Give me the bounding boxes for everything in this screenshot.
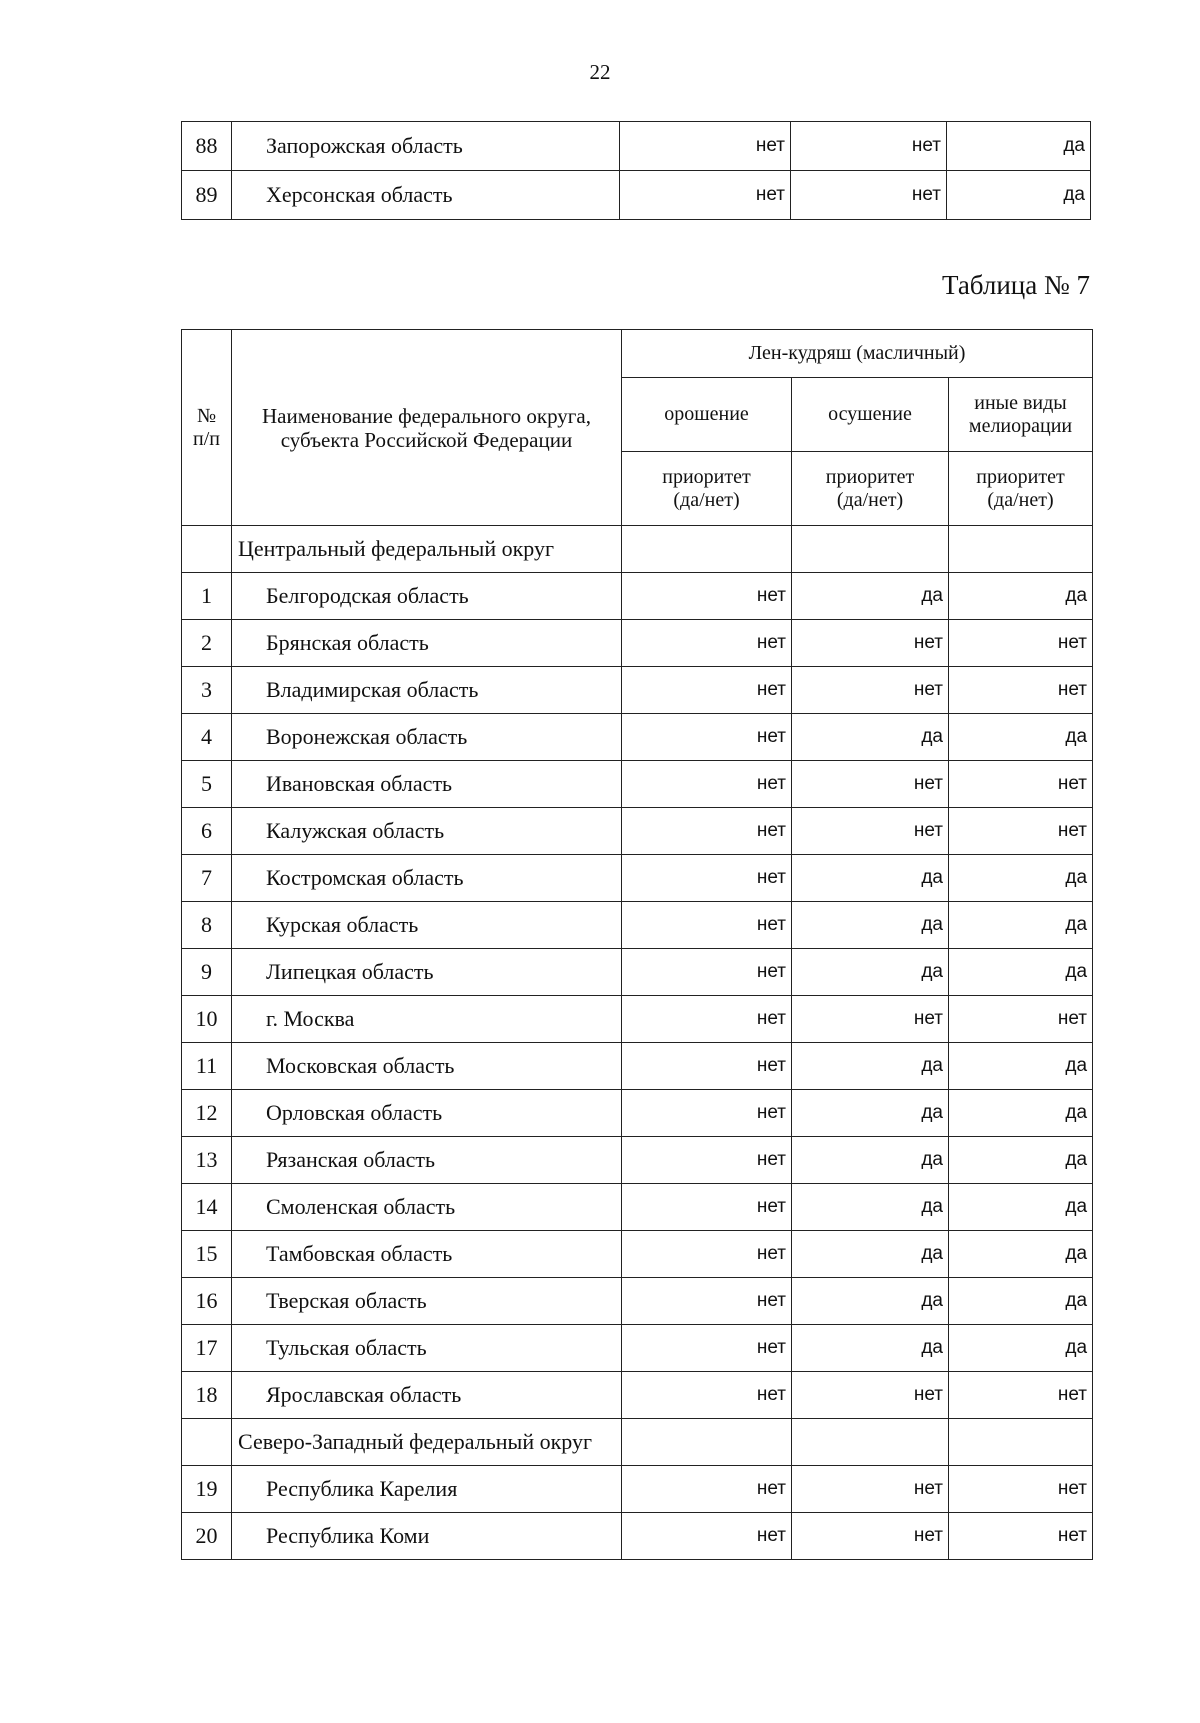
num-cell: 16 (182, 1278, 232, 1325)
region-name-cell: Калужская область (232, 808, 622, 855)
district-name-cell: Центральный федеральный округ (232, 526, 622, 573)
value-cell (949, 1419, 1093, 1466)
num-cell: 10 (182, 996, 232, 1043)
table-row (182, 1278, 1093, 1325)
irrigation-value: нет (622, 1231, 792, 1278)
num-cell: 18 (182, 1372, 232, 1419)
header-num: № п/п (182, 330, 232, 526)
header-col-irrigation: орошение (622, 378, 792, 452)
table-row (182, 855, 1093, 902)
num-cell: 89 (182, 171, 232, 220)
irrigation-value: нет (622, 1513, 792, 1560)
num-cell: 12 (182, 1090, 232, 1137)
irrigation-value: нет (622, 620, 792, 667)
table-row (182, 1090, 1093, 1137)
region-name-cell: Ивановская область (232, 761, 622, 808)
table-row (182, 1513, 1093, 1560)
drainage-value: нет (792, 808, 949, 855)
num-cell: 88 (182, 122, 232, 171)
region-name-cell: Брянская область (232, 620, 622, 667)
drainage-value: да (792, 714, 949, 761)
num-cell: 14 (182, 1184, 232, 1231)
table-row (182, 1372, 1093, 1419)
drainage-value: нет (792, 1466, 949, 1513)
region-name-cell: г. Москва (232, 996, 622, 1043)
irrigation-value: нет (622, 808, 792, 855)
value-cell (622, 526, 792, 573)
num-cell: 3 (182, 667, 232, 714)
header-name: Наименование федерального округа, субъекта Российской Федерации (232, 330, 622, 526)
other-melioration-value: да (949, 1090, 1093, 1137)
table-row (182, 1043, 1093, 1090)
other-melioration-value: да (949, 855, 1093, 902)
table-row (182, 761, 1093, 808)
region-name-cell: Липецкая область (232, 949, 622, 996)
irrigation-value: нет (622, 573, 792, 620)
region-name-cell: Запорожская область (232, 122, 620, 171)
value-cell (792, 526, 949, 573)
other-melioration-value: да (949, 1043, 1093, 1090)
drainage-value: да (792, 902, 949, 949)
other-melioration-value: да (949, 949, 1093, 996)
irrigation-value: нет (622, 667, 792, 714)
irrigation-value: нет (620, 122, 791, 171)
num-cell: 20 (182, 1513, 232, 1560)
table-row (182, 808, 1093, 855)
drainage-value: да (792, 1278, 949, 1325)
drainage-value: да (792, 949, 949, 996)
num-cell: 7 (182, 855, 232, 902)
other-melioration-value: да (949, 1184, 1093, 1231)
other-melioration-value: да (949, 902, 1093, 949)
table-row (182, 171, 1091, 220)
district-name-cell: Северо-Западный федеральный округ (232, 1419, 622, 1466)
region-name-cell: Тульская область (232, 1325, 622, 1372)
region-name-cell: Белгородская область (232, 573, 622, 620)
table-row (182, 902, 1093, 949)
other-melioration-value: нет (949, 1372, 1093, 1419)
page-number: 22 (589, 60, 611, 84)
value-cell (792, 1419, 949, 1466)
region-name-cell: Республика Коми (232, 1513, 622, 1560)
table-row (182, 1231, 1093, 1278)
drainage-value: да (792, 1090, 949, 1137)
header-priority-3: приоритет (да/нет) (949, 452, 1093, 526)
drainage-value: да (792, 573, 949, 620)
irrigation-value: нет (622, 855, 792, 902)
other-melioration-value: да (947, 122, 1091, 171)
region-name-cell: Владимирская область (232, 667, 622, 714)
other-melioration-value: нет (949, 761, 1093, 808)
irrigation-value: нет (622, 1372, 792, 1419)
other-melioration-value: да (949, 714, 1093, 761)
num-cell: 5 (182, 761, 232, 808)
irrigation-value: нет (622, 1137, 792, 1184)
region-name-cell: Республика Карелия (232, 1466, 622, 1513)
region-name-cell: Московская область (232, 1043, 622, 1090)
other-melioration-value: нет (949, 1466, 1093, 1513)
drainage-value: да (792, 1184, 949, 1231)
irrigation-value: нет (622, 1090, 792, 1137)
drainage-value: да (792, 1231, 949, 1278)
table-row (182, 667, 1093, 714)
drainage-value: нет (792, 996, 949, 1043)
irrigation-value: нет (622, 1043, 792, 1090)
num-cell: 19 (182, 1466, 232, 1513)
table-row (182, 1466, 1093, 1513)
drainage-value: да (792, 855, 949, 902)
num-cell: 6 (182, 808, 232, 855)
continued-table (181, 121, 1091, 220)
other-melioration-value: нет (949, 808, 1093, 855)
num-cell: 13 (182, 1137, 232, 1184)
header-col-other: иные виды мелиорации (949, 378, 1093, 452)
table-row (182, 122, 1091, 171)
region-name-cell: Костромская область (232, 855, 622, 902)
num-cell: 17 (182, 1325, 232, 1372)
irrigation-value: нет (622, 949, 792, 996)
region-name-cell: Курская область (232, 902, 622, 949)
other-melioration-value: нет (949, 620, 1093, 667)
region-name-cell: Рязанская область (232, 1137, 622, 1184)
value-cell (622, 1419, 792, 1466)
other-melioration-value: нет (949, 1513, 1093, 1560)
table-caption: Таблица № 7 (942, 270, 1090, 300)
other-melioration-value: нет (949, 996, 1093, 1043)
drainage-value: да (792, 1043, 949, 1090)
irrigation-value: нет (622, 714, 792, 761)
irrigation-value: нет (622, 1184, 792, 1231)
region-name-cell: Херсонская область (232, 171, 620, 220)
num-cell: 8 (182, 902, 232, 949)
num-cell: 11 (182, 1043, 232, 1090)
header-crop: Лен-кудряш (масличный) (622, 330, 1093, 378)
header-col-drainage: осушение (792, 378, 949, 452)
other-melioration-value: да (949, 1231, 1093, 1278)
drainage-value: нет (792, 667, 949, 714)
table-row (182, 1137, 1093, 1184)
header-priority-1: приоритет (да/нет) (622, 452, 792, 526)
num-cell: 4 (182, 714, 232, 761)
region-name-cell: Воронежская область (232, 714, 622, 761)
drainage-value: да (792, 1137, 949, 1184)
other-melioration-value: да (949, 1325, 1093, 1372)
table-row (182, 1325, 1093, 1372)
table-row (182, 996, 1093, 1043)
table-row (182, 620, 1093, 667)
drainage-value: нет (791, 122, 947, 171)
table-row (182, 573, 1093, 620)
irrigation-value: нет (622, 902, 792, 949)
region-name-cell: Тверская область (232, 1278, 622, 1325)
irrigation-value: нет (620, 171, 791, 220)
drainage-value: нет (792, 620, 949, 667)
table-row (182, 949, 1093, 996)
header-priority-2: приоритет (да/нет) (792, 452, 949, 526)
drainage-value: да (792, 1325, 949, 1372)
district-row (182, 526, 1093, 573)
irrigation-value: нет (622, 1325, 792, 1372)
table-row (182, 1184, 1093, 1231)
region-name-cell: Орловская область (232, 1090, 622, 1137)
other-melioration-value: да (949, 1278, 1093, 1325)
irrigation-value: нет (622, 996, 792, 1043)
table-row (182, 714, 1093, 761)
drainage-value: нет (792, 1372, 949, 1419)
num-cell: 15 (182, 1231, 232, 1278)
region-name-cell: Смоленская область (232, 1184, 622, 1231)
num-cell: 9 (182, 949, 232, 996)
drainage-value: нет (792, 761, 949, 808)
region-name-cell: Ярославская область (232, 1372, 622, 1419)
other-melioration-value: да (949, 573, 1093, 620)
main-table (181, 329, 1093, 1560)
num-cell: 1 (182, 573, 232, 620)
other-melioration-value: да (949, 1137, 1093, 1184)
irrigation-value: нет (622, 1466, 792, 1513)
other-melioration-value: да (947, 171, 1091, 220)
other-melioration-value: нет (949, 667, 1093, 714)
num-cell (182, 1419, 232, 1466)
region-name-cell: Тамбовская область (232, 1231, 622, 1278)
value-cell (949, 526, 1093, 573)
drainage-value: нет (792, 1513, 949, 1560)
num-cell (182, 526, 232, 573)
irrigation-value: нет (622, 1278, 792, 1325)
drainage-value: нет (791, 171, 947, 220)
irrigation-value: нет (622, 761, 792, 808)
num-cell: 2 (182, 620, 232, 667)
district-row (182, 1419, 1093, 1466)
